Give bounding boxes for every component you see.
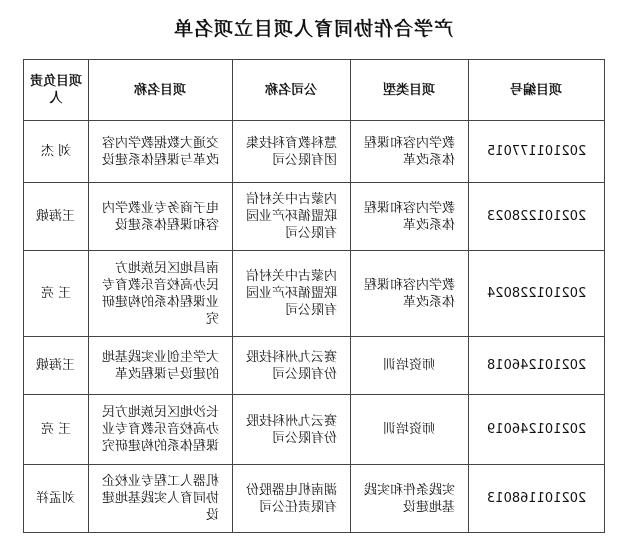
cell-lead: 刘孟祥 <box>24 465 89 533</box>
cell-lead: 王 亮 <box>24 395 89 465</box>
project-table <box>23 59 605 533</box>
cell-id: 202101228024 <box>469 251 605 337</box>
page-title-text: 产学合作协同育人项目立项名单 <box>172 18 453 40</box>
cell-id: 202101168013 <box>469 465 605 533</box>
cell-name: 电子商务专业教学内 容和课程体系建设 <box>89 183 233 251</box>
cell-lead: 王海娥 <box>24 337 89 395</box>
header-company: 公司名称 <box>233 60 351 121</box>
table-row <box>24 395 605 465</box>
table-header-row <box>24 60 605 121</box>
cell-lead: 王海娥 <box>24 183 89 251</box>
cell-lead: 刘 杰 <box>24 121 89 183</box>
table-row <box>24 465 605 533</box>
cell-name: 大学生创业实践基地 的建设与课程改革 <box>89 337 233 395</box>
cell-id: 202101246018 <box>469 337 605 395</box>
table-row <box>24 121 605 183</box>
cell-type: 教学内容和课程 体系改革 <box>351 121 469 183</box>
cell-name: 长沙地区民族地方民 办高校音乐教育专业 课程体系的构建研究 <box>89 395 233 465</box>
cell-name: 机器人工程专业校企 协同育人实践基地建 设 <box>89 465 233 533</box>
cell-type: 教学内容和课程 体系改革 <box>351 251 469 337</box>
header-name: 项目名称 <box>89 60 233 121</box>
table-row <box>24 251 605 337</box>
cell-id: 202101177015 <box>469 121 605 183</box>
cell-company: 赛云九州科技股 份有限公司 <box>233 337 351 395</box>
cell-name: 南昌地区民族地方 民办高校音乐教育专 业课程体系的构建研 究 <box>89 251 233 337</box>
cell-name: 交通大数据教学内容 改革与课程体系建设 <box>89 121 233 183</box>
table-row <box>24 337 605 395</box>
table-row <box>24 183 605 251</box>
cell-type: 教学内容和课程 体系改革 <box>351 183 469 251</box>
cell-company: 内蒙古中关村信 联盟循环产业园 有限公司 <box>233 183 351 251</box>
cell-company: 内蒙古中关村信 联盟循环产业园 有限公司 <box>233 251 351 337</box>
cell-company: 慧科教育科技集 团有限公司 <box>233 121 351 183</box>
cell-company: 湖南机电器股份 有限责任公司 <box>233 465 351 533</box>
cell-lead: 王 亮 <box>24 251 89 337</box>
cell-company: 赛云九州科技股 份有限公司 <box>233 395 351 465</box>
header-lead: 项目负责人 <box>24 60 89 121</box>
cell-type: 实践条件和实践 基地建设 <box>351 465 469 533</box>
header-id: 项目编号 <box>469 60 605 121</box>
page-title <box>0 14 626 41</box>
cell-type: 师资培训 <box>351 395 469 465</box>
cell-type: 师资培训 <box>351 337 469 395</box>
header-type: 项目类型 <box>351 60 469 121</box>
cell-id: 202101246019 <box>469 395 605 465</box>
cell-id: 202101228023 <box>469 183 605 251</box>
